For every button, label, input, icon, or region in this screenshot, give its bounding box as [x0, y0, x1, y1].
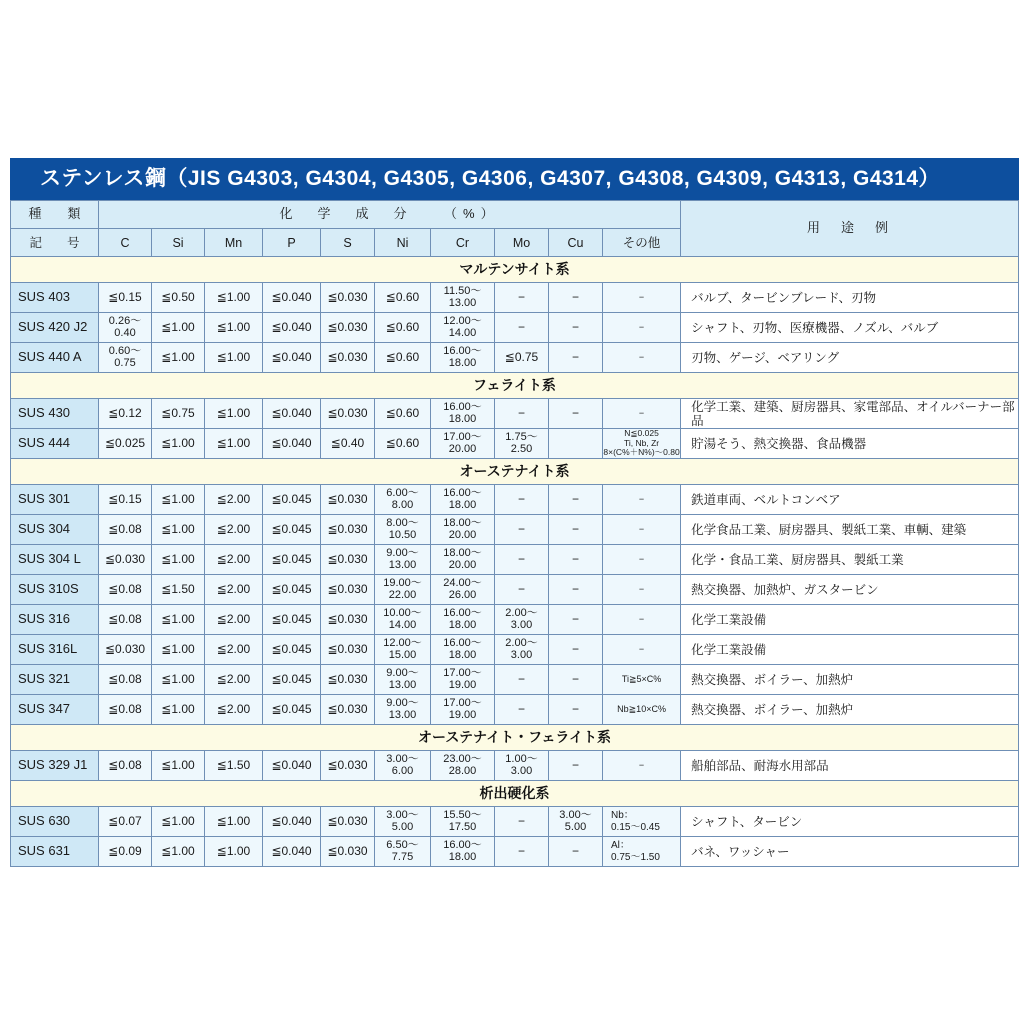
cell-mn: ≦1.00: [205, 807, 263, 837]
header-row-top: [11, 201, 1019, 229]
cell-si: ≦1.00: [152, 695, 205, 725]
cell-mo: −: [495, 515, 549, 545]
cell-mo: −: [495, 695, 549, 725]
cell-mo: 1.75〜 2.50: [495, 429, 549, 459]
cell-cr: 11.50〜 13.00: [431, 283, 495, 313]
cell-other: Nb≧10×C%: [603, 695, 681, 725]
cell-mo: −: [495, 399, 549, 429]
cell-use: 刃物、ゲージ、ベアリング: [681, 343, 1019, 373]
cell-ni: 19.00〜 22.00: [375, 575, 431, 605]
cell-p: ≦0.045: [263, 635, 321, 665]
cell-c: ≦0.12: [99, 399, 152, 429]
cell-s: ≦0.030: [321, 575, 375, 605]
cell-si: ≦1.00: [152, 515, 205, 545]
cell-mn: ≦1.00: [205, 399, 263, 429]
cell-cu: −: [549, 605, 603, 635]
cell-use: 化学工業設備: [681, 635, 1019, 665]
cell-mo: −: [495, 485, 549, 515]
table-row: [11, 515, 1019, 545]
cell-si: ≦1.00: [152, 343, 205, 373]
steel-grade-name: SUS 304 L: [11, 545, 99, 575]
cell-s: ≦0.030: [321, 343, 375, 373]
cell-c: ≦0.08: [99, 665, 152, 695]
group-row: [11, 781, 1019, 807]
cell-mo: −: [495, 283, 549, 313]
header-use-group: 用 途 例: [681, 201, 1019, 257]
table-row: [11, 695, 1019, 725]
cell-c: ≦0.030: [99, 545, 152, 575]
cell-cu: 3.00〜 5.00: [549, 807, 603, 837]
cell-c: ≦0.025: [99, 429, 152, 459]
table-row: [11, 575, 1019, 605]
cell-other: −: [603, 485, 681, 515]
cell-ni: ≦0.60: [375, 283, 431, 313]
cell-si: ≦1.00: [152, 837, 205, 867]
cell-mn: ≦2.00: [205, 605, 263, 635]
cell-c: 0.26〜 0.40: [99, 313, 152, 343]
cell-ni: 3.00〜 6.00: [375, 751, 431, 781]
cell-si: ≦1.00: [152, 605, 205, 635]
cell-si: ≦1.50: [152, 575, 205, 605]
header-col-c: C: [99, 229, 152, 257]
cell-use: 船舶部品、耐海水用部品: [681, 751, 1019, 781]
cell-si: ≦0.50: [152, 283, 205, 313]
stainless-steel-table: [10, 200, 1019, 867]
steel-grade-name: SUS 631: [11, 837, 99, 867]
cell-mn: ≦2.00: [205, 515, 263, 545]
cell-cu: −: [549, 399, 603, 429]
cell-p: ≦0.040: [263, 343, 321, 373]
cell-s: ≦0.030: [321, 665, 375, 695]
cell-ni: 3.00〜 5.00: [375, 807, 431, 837]
steel-grade-name: SUS 316: [11, 605, 99, 635]
cell-c: 0.60〜 0.75: [99, 343, 152, 373]
cell-s: ≦0.030: [321, 399, 375, 429]
cell-s: ≦0.40: [321, 429, 375, 459]
group-label: フェライト系: [11, 373, 1019, 399]
steel-grade-name: SUS 329 J1: [11, 751, 99, 781]
cell-p: ≦0.040: [263, 283, 321, 313]
steel-grade-name: SUS 430: [11, 399, 99, 429]
group-row: [11, 257, 1019, 283]
cell-s: ≦0.030: [321, 515, 375, 545]
cell-cu: −: [549, 343, 603, 373]
cell-ni: 9.00〜 13.00: [375, 665, 431, 695]
cell-mn: ≦1.00: [205, 283, 263, 313]
table-row: [11, 283, 1019, 313]
cell-p: ≦0.045: [263, 515, 321, 545]
cell-s: ≦0.030: [321, 485, 375, 515]
cell-other: Al： 0.75〜1.50: [603, 837, 681, 867]
cell-si: ≦1.00: [152, 751, 205, 781]
cell-cu: [549, 429, 603, 459]
cell-mn: ≦2.00: [205, 695, 263, 725]
cell-mo: 1.00〜 3.00: [495, 751, 549, 781]
cell-p: ≦0.045: [263, 485, 321, 515]
cell-other: −: [603, 751, 681, 781]
steel-grade-name: SUS 304: [11, 515, 99, 545]
cell-cu: −: [549, 313, 603, 343]
table-row: [11, 313, 1019, 343]
steel-grade-name: SUS 440 A: [11, 343, 99, 373]
cell-cu: −: [549, 695, 603, 725]
cell-c: ≦0.08: [99, 515, 152, 545]
cell-cr: 18.00〜 20.00: [431, 545, 495, 575]
cell-use: 化学・食品工業、厨房器具、製紙工業: [681, 545, 1019, 575]
table-row: [11, 399, 1019, 429]
cell-ni: 10.00〜 14.00: [375, 605, 431, 635]
cell-cu: −: [549, 575, 603, 605]
cell-use: 化学工業、建築、厨房器具、家電部品、オイルバーナー部品: [681, 399, 1019, 429]
table-row: [11, 837, 1019, 867]
cell-mo: 2.00〜 3.00: [495, 635, 549, 665]
steel-grade-name: SUS 310S: [11, 575, 99, 605]
cell-p: ≦0.045: [263, 665, 321, 695]
header-col-mo: Mo: [495, 229, 549, 257]
cell-cr: 16.00〜 18.00: [431, 635, 495, 665]
cell-c: ≦0.08: [99, 605, 152, 635]
steel-grade-name: SUS 321: [11, 665, 99, 695]
cell-p: ≦0.040: [263, 429, 321, 459]
cell-cr: 16.00〜 18.00: [431, 485, 495, 515]
cell-other: −: [603, 283, 681, 313]
cell-cr: 16.00〜 18.00: [431, 837, 495, 867]
cell-mo: −: [495, 545, 549, 575]
sheet-title: ステンレス鋼（JIS G4303, G4304, G4305, G4306, G4307, G4308, G4309, G4313, G4314）: [10, 158, 1019, 200]
cell-s: ≦0.030: [321, 283, 375, 313]
cell-mo: ≦0.75: [495, 343, 549, 373]
cell-si: ≦1.00: [152, 665, 205, 695]
steel-grade-name: SUS 403: [11, 283, 99, 313]
cell-mn: ≦2.00: [205, 485, 263, 515]
cell-mn: ≦1.00: [205, 429, 263, 459]
table-row: [11, 807, 1019, 837]
group-label: マルテンサイト系: [11, 257, 1019, 283]
cell-mo: 2.00〜 3.00: [495, 605, 549, 635]
cell-c: ≦0.09: [99, 837, 152, 867]
cell-si: ≦1.00: [152, 429, 205, 459]
steel-grade-name: SUS 301: [11, 485, 99, 515]
cell-cr: 17.00〜 19.00: [431, 665, 495, 695]
cell-s: ≦0.030: [321, 545, 375, 575]
steel-grade-name: SUS 420 J2: [11, 313, 99, 343]
cell-ni: 12.00〜 15.00: [375, 635, 431, 665]
header-col-p: P: [263, 229, 321, 257]
cell-other: −: [603, 545, 681, 575]
table-row: [11, 635, 1019, 665]
steel-grade-name: SUS 316L: [11, 635, 99, 665]
cell-mn: ≦2.00: [205, 635, 263, 665]
cell-use: 化学食品工業、厨房器具、製紙工業、車輌、建築: [681, 515, 1019, 545]
cell-p: ≦0.045: [263, 605, 321, 635]
cell-cu: −: [549, 751, 603, 781]
cell-c: ≦0.08: [99, 751, 152, 781]
cell-si: ≦1.00: [152, 485, 205, 515]
cell-mo: −: [495, 837, 549, 867]
cell-si: ≦1.00: [152, 313, 205, 343]
header-kind-line2: 記 号: [11, 229, 99, 257]
cell-s: ≦0.030: [321, 635, 375, 665]
cell-p: ≦0.040: [263, 837, 321, 867]
cell-p: ≦0.045: [263, 695, 321, 725]
group-row: [11, 725, 1019, 751]
group-label: 析出硬化系: [11, 781, 1019, 807]
table-header: [11, 201, 1019, 257]
cell-use: シャフト、刃物、医療機器、ノズル、バルブ: [681, 313, 1019, 343]
header-col-cr: Cr: [431, 229, 495, 257]
cell-ni: 8.00〜 10.50: [375, 515, 431, 545]
steel-grade-name: SUS 444: [11, 429, 99, 459]
header-col-cu: Cu: [549, 229, 603, 257]
group-label: オーステナイト・フェライト系: [11, 725, 1019, 751]
cell-other: −: [603, 575, 681, 605]
cell-cu: −: [549, 665, 603, 695]
cell-ni: 9.00〜 13.00: [375, 695, 431, 725]
cell-cr: 17.00〜 19.00: [431, 695, 495, 725]
table-row: [11, 545, 1019, 575]
cell-use: 熱交換器、加熱炉、ガスタービン: [681, 575, 1019, 605]
cell-c: ≦0.07: [99, 807, 152, 837]
cell-use: シャフト、タービン: [681, 807, 1019, 837]
cell-p: ≦0.040: [263, 313, 321, 343]
cell-ni: ≦0.60: [375, 313, 431, 343]
cell-use: バルブ、タービンブレード、刃物: [681, 283, 1019, 313]
cell-cr: 16.00〜 18.00: [431, 343, 495, 373]
cell-c: ≦0.08: [99, 575, 152, 605]
table-row: [11, 429, 1019, 459]
cell-cr: 17.00〜 20.00: [431, 429, 495, 459]
cell-si: ≦1.00: [152, 807, 205, 837]
cell-s: ≦0.030: [321, 751, 375, 781]
cell-c: ≦0.15: [99, 283, 152, 313]
cell-cu: −: [549, 485, 603, 515]
cell-other: −: [603, 605, 681, 635]
cell-s: ≦0.030: [321, 313, 375, 343]
cell-ni: ≦0.60: [375, 399, 431, 429]
cell-si: ≦1.00: [152, 635, 205, 665]
cell-cu: −: [549, 545, 603, 575]
cell-c: ≦0.15: [99, 485, 152, 515]
cell-mo: −: [495, 665, 549, 695]
cell-other: −: [603, 635, 681, 665]
cell-mn: ≦2.00: [205, 575, 263, 605]
header-col-other: その他: [603, 229, 681, 257]
cell-mo: −: [495, 575, 549, 605]
cell-s: ≦0.030: [321, 807, 375, 837]
header-col-s: S: [321, 229, 375, 257]
cell-p: ≦0.045: [263, 575, 321, 605]
cell-mn: ≦1.00: [205, 343, 263, 373]
cell-cr: 15.50〜 17.50: [431, 807, 495, 837]
header-col-mn: Mn: [205, 229, 263, 257]
cell-other: −: [603, 313, 681, 343]
cell-use: 鉄道車両、ベルトコンベア: [681, 485, 1019, 515]
cell-p: ≦0.040: [263, 807, 321, 837]
cell-other: Nb： 0.15〜0.45: [603, 807, 681, 837]
cell-s: ≦0.030: [321, 605, 375, 635]
jis-stainless-steel-sheet: [10, 158, 1019, 867]
cell-cr: 23.00〜 28.00: [431, 751, 495, 781]
cell-mn: ≦1.50: [205, 751, 263, 781]
header-col-si: Si: [152, 229, 205, 257]
header-chem-group: 化 学 成 分 （%）: [99, 201, 681, 229]
cell-ni: ≦0.60: [375, 429, 431, 459]
cell-cu: −: [549, 635, 603, 665]
table-row: [11, 343, 1019, 373]
table-row: [11, 485, 1019, 515]
cell-cr: 12.00〜 14.00: [431, 313, 495, 343]
table-row: [11, 665, 1019, 695]
group-row: [11, 373, 1019, 399]
cell-p: ≦0.045: [263, 545, 321, 575]
cell-use: 熱交換器、ボイラー、加熱炉: [681, 665, 1019, 695]
cell-si: ≦0.75: [152, 399, 205, 429]
cell-c: ≦0.08: [99, 695, 152, 725]
cell-si: ≦1.00: [152, 545, 205, 575]
cell-use: 化学工業設備: [681, 605, 1019, 635]
cell-other: −: [603, 399, 681, 429]
table-body: [11, 257, 1019, 867]
cell-mn: ≦1.00: [205, 313, 263, 343]
group-row: [11, 459, 1019, 485]
cell-s: ≦0.030: [321, 695, 375, 725]
cell-ni: 9.00〜 13.00: [375, 545, 431, 575]
header-col-ni: Ni: [375, 229, 431, 257]
cell-mn: ≦2.00: [205, 545, 263, 575]
cell-mn: ≦2.00: [205, 665, 263, 695]
steel-grade-name: SUS 630: [11, 807, 99, 837]
cell-mn: ≦1.00: [205, 837, 263, 867]
cell-s: ≦0.030: [321, 837, 375, 867]
cell-ni: 6.00〜 8.00: [375, 485, 431, 515]
cell-other: Ti≧5×C%: [603, 665, 681, 695]
cell-cu: −: [549, 515, 603, 545]
cell-other: −: [603, 343, 681, 373]
group-label: オーステナイト系: [11, 459, 1019, 485]
cell-mo: −: [495, 807, 549, 837]
cell-cr: 18.00〜 20.00: [431, 515, 495, 545]
cell-ni: ≦0.60: [375, 343, 431, 373]
table-row: [11, 605, 1019, 635]
cell-other: N≦0.025 Ti, Nb, Zr 8×(C%＋N%)〜0.80: [603, 428, 680, 458]
steel-grade-name: SUS 347: [11, 695, 99, 725]
cell-p: ≦0.040: [263, 399, 321, 429]
cell-other: −: [603, 515, 681, 545]
cell-mo: −: [495, 313, 549, 343]
cell-use: 貯湯そう、熱交換器、食品機器: [681, 429, 1019, 459]
cell-c: ≦0.030: [99, 635, 152, 665]
header-kind-line1: 種 類: [11, 201, 99, 229]
table-row: [11, 751, 1019, 781]
cell-cr: 16.00〜 18.00: [431, 605, 495, 635]
cell-cu: −: [549, 283, 603, 313]
cell-use: 熱交換器、ボイラー、加熱炉: [681, 695, 1019, 725]
cell-ni: 6.50〜 7.75: [375, 837, 431, 867]
cell-use: バネ、ワッシャー: [681, 837, 1019, 867]
cell-p: ≦0.040: [263, 751, 321, 781]
cell-cu: −: [549, 837, 603, 867]
cell-cr: 24.00〜 26.00: [431, 575, 495, 605]
cell-cr: 16.00〜 18.00: [431, 399, 495, 429]
